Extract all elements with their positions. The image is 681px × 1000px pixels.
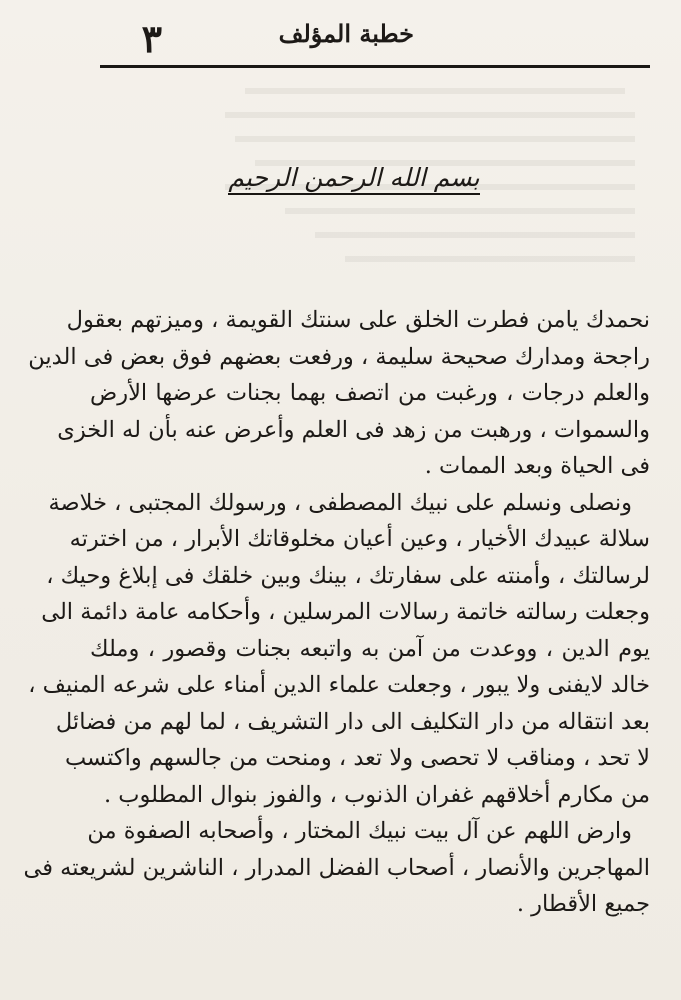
text-line: لرسالتك ، وأمنته على سفارتك ، بينك وبين خلقك فى إبلاغ وحيك ، — [46, 562, 650, 589]
text-line: جميع الأقطار . — [516, 891, 650, 917]
basmala: بسم الله الرحمن الرحيم — [228, 163, 480, 192]
text-line: المهاجرين والأنصار ، أصحاب الفضل المدرار ، الناشرين لشريعته فى — [23, 854, 650, 881]
page-number: ٣ — [141, 16, 162, 61]
text-line: والسموات ، ورهبت من زهد فى العلم وأعرض عنه بأن له الخزى — [57, 416, 650, 443]
paragraph-companions — [23, 813, 650, 923]
text-line: سلالة عبيدك الأخيار ، وعين أعيان مخلوقاتك الأبرار ، من اخترته — [69, 526, 650, 552]
body-text — [23, 302, 650, 923]
text-line: راجحة ومدارك صحيحة سليمة ، ورفعت بعضهم فوق بعض فى الدين — [28, 343, 650, 370]
text-line: من مكارم أخلاقهم غفران الذنوب ، والفوز بنوال المطلوب . — [103, 781, 650, 808]
basmala-underline — [228, 193, 480, 195]
header-rule — [100, 65, 650, 68]
text-line: والعلم درجات ، ورغبت من اتصف بهما بجنات عرضها الأرض — [90, 380, 650, 406]
paragraph-praise — [28, 302, 650, 485]
text-line: وجعلت رسالته خاتمة رسالات المرسلين ، وأحكامه عامة دائمة الى — [41, 599, 650, 625]
text-line: نحمدك يامن فطرت الخلق على سنتك القويمة ، وميزتهم بعقول — [66, 307, 650, 333]
paragraph-prayer — [28, 485, 650, 814]
page-header — [100, 14, 650, 64]
text-line: يوم الدين ، ووعدت من آمن به واتبعه بجنات وقصور ، وملك — [90, 635, 650, 662]
text-line: لا تحد ، ومناقب لا تحصى ولا تعد ، ومنحت من جالسهم واكتسب — [64, 745, 650, 771]
text-line: وارض اللهم عن آل بيت نبيك المختار ، وأصحابه الصفوة من — [87, 818, 632, 844]
text-line: فى الحياة وبعد الممات . — [424, 453, 650, 479]
text-line: خالد لايفنى ولا يبور ، وجعلت علماء الدين أمناء على شرعه المنيف ، — [28, 672, 650, 698]
text-line: بعد انتقاله من دار التكليف الى دار التشريف ، لما لهم من فضائل — [55, 708, 650, 735]
text-line: ونصلى ونسلم على نبيك المصطفى ، ورسولك المجتبى ، خلاصة — [48, 489, 632, 516]
running-title: خطبة المؤلف — [278, 19, 414, 48]
